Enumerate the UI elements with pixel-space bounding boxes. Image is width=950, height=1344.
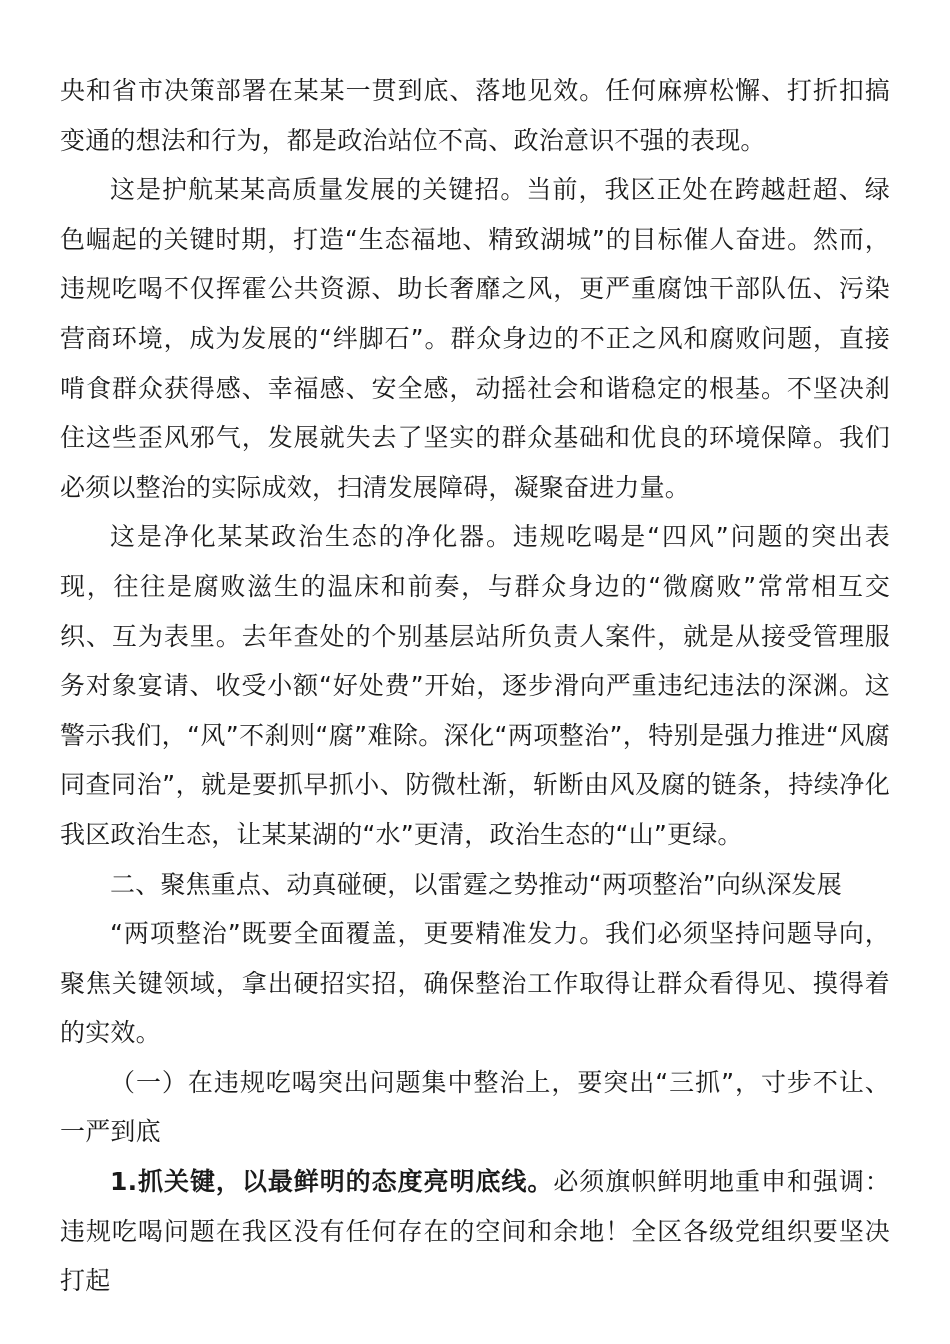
paragraph-bold-lead: 1.抓关键，以最鲜明的态度亮明底线。: [110, 1167, 554, 1197]
subheading-one: （一）在违规吃喝突出问题集中整治上，要突出“三抓”，寸步不让、一严到底: [60, 1067, 890, 1147]
paragraph-focus: “两项整治”既要全面覆盖，更要精准发力。我们必须坚持问题导向，聚焦关键领域，拿出硬招实招，确保整治工作取得让群众看得见、摸得着的实效。: [60, 919, 890, 1048]
paragraph-purifier: 这是净化某某政治生态的净化器。违规吃喝是“四风”问题的突出表现，往往是腐败滋生的温床和前奏，与群众身边的“微腐败”常常相互交织、互为表里。去年查处的个别基层站所负责人案件，就是从接受管理服务对象宴请、收受小额“好处费”开始，逐步滑向严重违纪违法的深渊。这警示我们，“风”不刹则“腐”难除。深化“两项整治”，特别是强力推进“风腐同查同治”，就是要抓早抓小、防微杜渐，斩断由风及腐的链条，持续净化我区政治生态，让某某湖的“水”更清，政治生态的“山”更绿。: [60, 522, 890, 849]
section-heading-two: 二、聚焦重点、动真碰硬，以雷霆之势推动“两项整治”向纵深发展: [110, 869, 842, 899]
document-page: [60, 0, 890, 1306]
paragraph-grasp-key: [60, 1157, 890, 1306]
paragraph-development: 这是护航某某高质量发展的关键招。当前，我区正处在跨越赶超、绿色崛起的关键时期，打造“生态福地、精致湖城”的目标催人奋进。然而，违规吃喝不仅挥霍公共资源、助长奢靡之风，更严重腐蚀干部队伍、污染营商环境，成为发展的“绊脚石”。群众身边的不正之风和腐败问题，直接啃食群众获得感、幸福感、安全感，动摇社会和谐稳定的根基。不坚决刹住这些歪风邪气，发展就失去了坚实的群众基础和优良的环境保障。我们必须以整治的实际成效，扫清发展障碍，凝聚奋进力量。: [60, 175, 890, 502]
paragraph-continuation: 央和省市决策部署在某某一贯到底、落地见效。任何麻痹松懈、打折扣搞变通的想法和行为，都是政治站位不高、政治意识不强的表现。: [60, 76, 890, 155]
paragraph-body-text: 必须旗帜鲜明地重申和强调：违规吃喝问题在我区没有任何存在的空间和余地！全区各级党组织要坚决打起: [60, 1167, 890, 1296]
